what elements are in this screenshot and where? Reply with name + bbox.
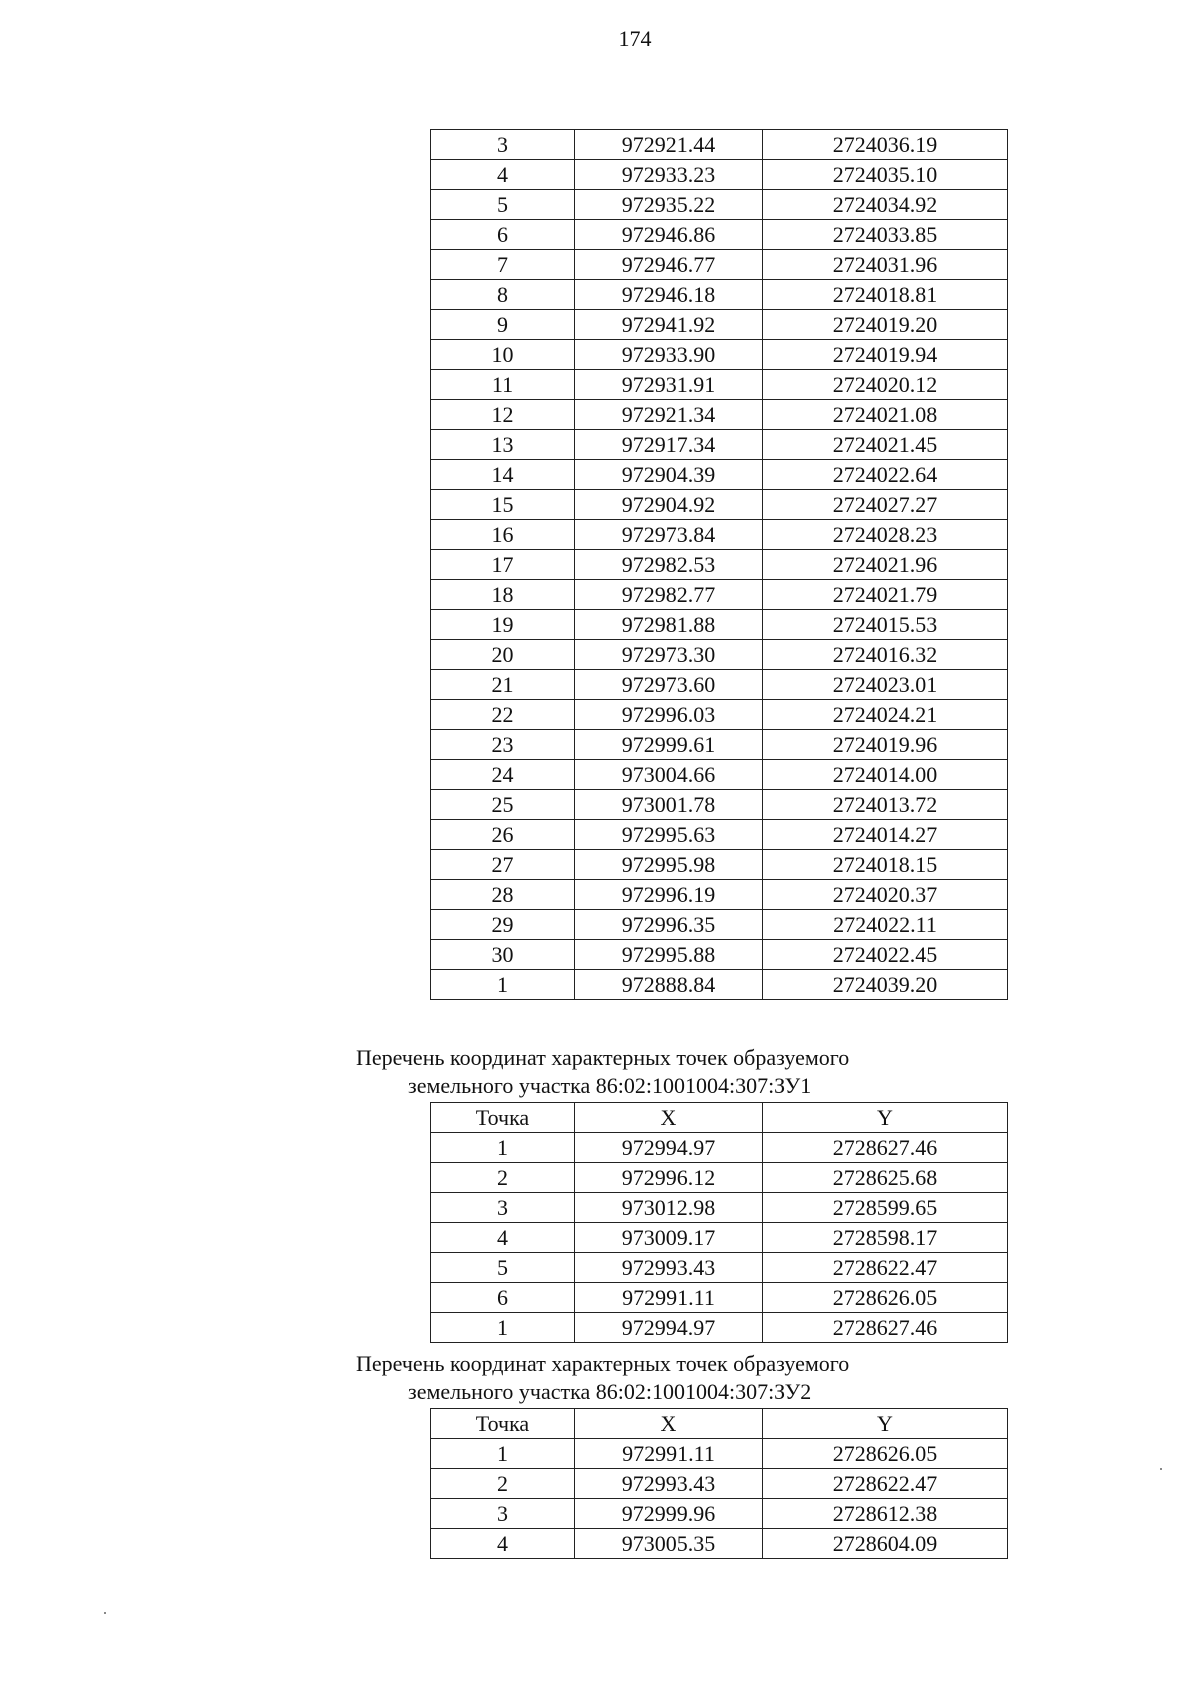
y-coordinate-cell: 2724024.21 xyxy=(763,700,1008,730)
y-coordinate-cell: 2724020.37 xyxy=(763,880,1008,910)
header-x: X xyxy=(575,1409,763,1439)
table-row xyxy=(431,280,1008,310)
y-coordinate-cell: 2724023.01 xyxy=(763,670,1008,700)
point-number-cell: 12 xyxy=(431,400,575,430)
point-number-cell: 11 xyxy=(431,370,575,400)
point-number-cell: 3 xyxy=(431,1193,575,1223)
point-number-cell: 1 xyxy=(431,1439,575,1469)
point-number-cell: 24 xyxy=(431,760,575,790)
x-coordinate-cell: 972982.53 xyxy=(575,550,763,580)
y-coordinate-cell: 2724016.32 xyxy=(763,640,1008,670)
y-coordinate-cell: 2724019.94 xyxy=(763,340,1008,370)
y-coordinate-cell: 2724028.23 xyxy=(763,520,1008,550)
point-number-cell: 4 xyxy=(431,160,575,190)
table-row xyxy=(431,670,1008,700)
y-coordinate-cell: 2728626.05 xyxy=(763,1283,1008,1313)
y-coordinate-cell: 2724019.96 xyxy=(763,730,1008,760)
y-coordinate-cell: 2724020.12 xyxy=(763,370,1008,400)
table-row xyxy=(431,1133,1008,1163)
point-number-cell: 18 xyxy=(431,580,575,610)
x-coordinate-cell: 972994.97 xyxy=(575,1313,763,1343)
point-number-cell: 26 xyxy=(431,820,575,850)
y-coordinate-cell: 2724019.20 xyxy=(763,310,1008,340)
table-header-row xyxy=(431,1103,1008,1133)
point-number-cell: 5 xyxy=(431,1253,575,1283)
table-row xyxy=(431,1223,1008,1253)
x-coordinate-cell: 972921.34 xyxy=(575,400,763,430)
y-coordinate-cell: 2728622.47 xyxy=(763,1253,1008,1283)
coordinates-table-zu1 xyxy=(430,1102,1008,1343)
x-coordinate-cell: 972973.60 xyxy=(575,670,763,700)
y-coordinate-cell: 2724021.08 xyxy=(763,400,1008,430)
table-row xyxy=(431,1499,1008,1529)
x-coordinate-cell: 972995.63 xyxy=(575,820,763,850)
table-row xyxy=(431,370,1008,400)
table-row xyxy=(431,460,1008,490)
y-coordinate-cell: 2724035.10 xyxy=(763,160,1008,190)
table-row xyxy=(431,850,1008,880)
y-coordinate-cell: 2728599.65 xyxy=(763,1193,1008,1223)
table-row xyxy=(431,520,1008,550)
point-number-cell: 17 xyxy=(431,550,575,580)
point-number-cell: 4 xyxy=(431,1529,575,1559)
point-number-cell: 6 xyxy=(431,220,575,250)
y-coordinate-cell: 2724022.45 xyxy=(763,940,1008,970)
x-coordinate-cell: 972946.86 xyxy=(575,220,763,250)
table-row xyxy=(431,130,1008,160)
x-coordinate-cell: 972904.92 xyxy=(575,490,763,520)
point-number-cell: 3 xyxy=(431,1499,575,1529)
caption-line-2: земельного участка 86:02:1001004:307:ЗУ2 xyxy=(408,1379,812,1404)
table-row xyxy=(431,1283,1008,1313)
table-row xyxy=(431,430,1008,460)
y-coordinate-cell: 2724022.64 xyxy=(763,460,1008,490)
table-row xyxy=(431,250,1008,280)
table-row xyxy=(431,790,1008,820)
x-coordinate-cell: 972981.88 xyxy=(575,610,763,640)
point-number-cell: 5 xyxy=(431,190,575,220)
point-number-cell: 6 xyxy=(431,1283,575,1313)
y-coordinate-cell: 2724013.72 xyxy=(763,790,1008,820)
x-coordinate-cell: 973009.17 xyxy=(575,1223,763,1253)
x-coordinate-cell: 972999.61 xyxy=(575,730,763,760)
x-coordinate-cell: 973001.78 xyxy=(575,790,763,820)
x-coordinate-cell: 972904.39 xyxy=(575,460,763,490)
header-point: Точка xyxy=(431,1103,575,1133)
section-caption-zu2 xyxy=(356,1350,849,1406)
table-row xyxy=(431,970,1008,1000)
y-coordinate-cell: 2724018.15 xyxy=(763,850,1008,880)
point-number-cell: 23 xyxy=(431,730,575,760)
header-x: X xyxy=(575,1103,763,1133)
y-coordinate-cell: 2728627.46 xyxy=(763,1313,1008,1343)
table-header-row xyxy=(431,1409,1008,1439)
x-coordinate-cell: 973005.35 xyxy=(575,1529,763,1559)
header-point: Точка xyxy=(431,1409,575,1439)
y-coordinate-cell: 2728604.09 xyxy=(763,1529,1008,1559)
point-number-cell: 7 xyxy=(431,250,575,280)
point-number-cell: 25 xyxy=(431,790,575,820)
x-coordinate-cell: 972931.91 xyxy=(575,370,763,400)
point-number-cell: 27 xyxy=(431,850,575,880)
y-coordinate-cell: 2728598.17 xyxy=(763,1223,1008,1253)
point-number-cell: 19 xyxy=(431,610,575,640)
table-row xyxy=(431,1253,1008,1283)
y-coordinate-cell: 2724014.27 xyxy=(763,820,1008,850)
point-number-cell: 21 xyxy=(431,670,575,700)
point-number-cell: 8 xyxy=(431,280,575,310)
y-coordinate-cell: 2724022.11 xyxy=(763,910,1008,940)
table-row xyxy=(431,160,1008,190)
x-coordinate-cell: 972996.03 xyxy=(575,700,763,730)
caption-line-1: Перечень координат характерных точек образуемого xyxy=(356,1351,850,1376)
table-row xyxy=(431,880,1008,910)
y-coordinate-cell: 2724039.20 xyxy=(763,970,1008,1000)
y-coordinate-cell: 2724036.19 xyxy=(763,130,1008,160)
point-number-cell: 20 xyxy=(431,640,575,670)
point-number-cell: 15 xyxy=(431,490,575,520)
x-coordinate-cell: 972994.97 xyxy=(575,1133,763,1163)
point-number-cell: 30 xyxy=(431,940,575,970)
point-number-cell: 4 xyxy=(431,1223,575,1253)
table-row xyxy=(431,490,1008,520)
table-row xyxy=(431,1439,1008,1469)
x-coordinate-cell: 972982.77 xyxy=(575,580,763,610)
table-row xyxy=(431,1193,1008,1223)
x-coordinate-cell: 972935.22 xyxy=(575,190,763,220)
point-number-cell: 10 xyxy=(431,340,575,370)
table-row xyxy=(431,340,1008,370)
point-number-cell: 1 xyxy=(431,970,575,1000)
table-row xyxy=(431,1529,1008,1559)
table-row xyxy=(431,310,1008,340)
table-row xyxy=(431,940,1008,970)
coordinates-table-continued xyxy=(430,129,1008,1000)
x-coordinate-cell: 972946.18 xyxy=(575,280,763,310)
y-coordinate-cell: 2724015.53 xyxy=(763,610,1008,640)
table-row xyxy=(431,220,1008,250)
y-coordinate-cell: 2724018.81 xyxy=(763,280,1008,310)
x-coordinate-cell: 972993.43 xyxy=(575,1469,763,1499)
point-number-cell: 28 xyxy=(431,880,575,910)
x-coordinate-cell: 972996.35 xyxy=(575,910,763,940)
x-coordinate-cell: 972973.84 xyxy=(575,520,763,550)
x-coordinate-cell: 972995.88 xyxy=(575,940,763,970)
table-row xyxy=(431,1469,1008,1499)
y-coordinate-cell: 2728625.68 xyxy=(763,1163,1008,1193)
table-row xyxy=(431,640,1008,670)
page-number: 174 xyxy=(618,26,652,51)
scan-speck xyxy=(104,1612,106,1614)
x-coordinate-cell: 973004.66 xyxy=(575,760,763,790)
y-coordinate-cell: 2724027.27 xyxy=(763,490,1008,520)
point-number-cell: 1 xyxy=(431,1313,575,1343)
x-coordinate-cell: 972941.92 xyxy=(575,310,763,340)
section-caption-zu1 xyxy=(356,1044,849,1100)
x-coordinate-cell: 972993.43 xyxy=(575,1253,763,1283)
table-row xyxy=(431,1313,1008,1343)
table-row xyxy=(431,760,1008,790)
point-number-cell: 9 xyxy=(431,310,575,340)
header-y: Y xyxy=(763,1103,1008,1133)
table-row xyxy=(431,190,1008,220)
point-number-cell: 3 xyxy=(431,130,575,160)
y-coordinate-cell: 2724014.00 xyxy=(763,760,1008,790)
x-coordinate-cell: 973012.98 xyxy=(575,1193,763,1223)
y-coordinate-cell: 2724021.96 xyxy=(763,550,1008,580)
point-number-cell: 1 xyxy=(431,1133,575,1163)
x-coordinate-cell: 972933.23 xyxy=(575,160,763,190)
table-row xyxy=(431,730,1008,760)
table-row xyxy=(431,400,1008,430)
y-coordinate-cell: 2724034.92 xyxy=(763,190,1008,220)
coordinates-table-zu2 xyxy=(430,1408,1008,1559)
y-coordinate-cell: 2728612.38 xyxy=(763,1499,1008,1529)
x-coordinate-cell: 972946.77 xyxy=(575,250,763,280)
x-coordinate-cell: 972991.11 xyxy=(575,1283,763,1313)
point-number-cell: 13 xyxy=(431,430,575,460)
x-coordinate-cell: 972888.84 xyxy=(575,970,763,1000)
y-coordinate-cell: 2724021.79 xyxy=(763,580,1008,610)
point-number-cell: 2 xyxy=(431,1469,575,1499)
y-coordinate-cell: 2728622.47 xyxy=(763,1469,1008,1499)
x-coordinate-cell: 972917.34 xyxy=(575,430,763,460)
table-row xyxy=(431,550,1008,580)
table-row xyxy=(431,820,1008,850)
point-number-cell: 22 xyxy=(431,700,575,730)
y-coordinate-cell: 2724031.96 xyxy=(763,250,1008,280)
header-y: Y xyxy=(763,1409,1008,1439)
point-number-cell: 2 xyxy=(431,1163,575,1193)
x-coordinate-cell: 972933.90 xyxy=(575,340,763,370)
x-coordinate-cell: 972921.44 xyxy=(575,130,763,160)
y-coordinate-cell: 2724033.85 xyxy=(763,220,1008,250)
table-row xyxy=(431,580,1008,610)
y-coordinate-cell: 2728627.46 xyxy=(763,1133,1008,1163)
x-coordinate-cell: 972996.12 xyxy=(575,1163,763,1193)
y-coordinate-cell: 2724021.45 xyxy=(763,430,1008,460)
x-coordinate-cell: 972996.19 xyxy=(575,880,763,910)
x-coordinate-cell: 972991.11 xyxy=(575,1439,763,1469)
table-row xyxy=(431,610,1008,640)
table-row xyxy=(431,700,1008,730)
caption-line-1: Перечень координат характерных точек образуемого xyxy=(356,1045,850,1070)
point-number-cell: 16 xyxy=(431,520,575,550)
table-row xyxy=(431,910,1008,940)
x-coordinate-cell: 972999.96 xyxy=(575,1499,763,1529)
table-row xyxy=(431,1163,1008,1193)
x-coordinate-cell: 972995.98 xyxy=(575,850,763,880)
point-number-cell: 29 xyxy=(431,910,575,940)
scan-speck xyxy=(1160,1468,1162,1470)
caption-line-2: земельного участка 86:02:1001004:307:ЗУ1 xyxy=(408,1073,812,1098)
x-coordinate-cell: 972973.30 xyxy=(575,640,763,670)
y-coordinate-cell: 2728626.05 xyxy=(763,1439,1008,1469)
point-number-cell: 14 xyxy=(431,460,575,490)
